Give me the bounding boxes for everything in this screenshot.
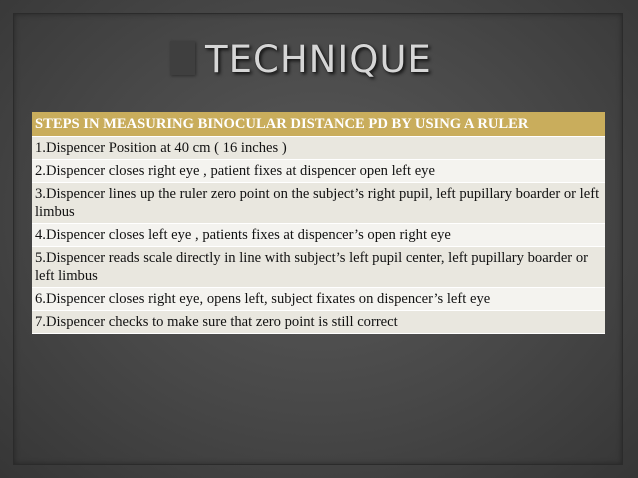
table-row — [32, 288, 605, 311]
slide-title: TECHNIQUE — [205, 38, 432, 81]
table-row — [32, 160, 605, 183]
table-header-row — [32, 112, 605, 137]
table-row — [32, 247, 605, 288]
table-row — [32, 311, 605, 334]
table-row — [32, 137, 605, 160]
table-header-cell: STEPS IN MEASURING BINOCULAR DISTANCE PD BY USING A RULER — [32, 112, 605, 137]
step-cell-6: 6.Dispencer closes right eye, opens left, subject fixates on dispencer’s left eye — [32, 288, 605, 311]
step-cell-4: 4.Dispencer closes left eye , patients fixes at dispencer’s open right eye — [32, 224, 605, 247]
table-row — [32, 183, 605, 224]
step-cell-5: 5.Dispencer reads scale directly in line with subject’s left pupil center, left pupillary boarder or left limbus — [32, 247, 605, 288]
title-accent-block — [170, 41, 195, 75]
step-cell-7: 7.Dispencer checks to make sure that zero point is still correct — [32, 311, 605, 334]
step-cell-3: 3.Dispencer lines up the ruler zero point on the subject’s right pupil, left pupillary boarder or left limbus — [32, 183, 605, 224]
table-row — [32, 224, 605, 247]
step-cell-2: 2.Dispencer closes right eye , patient fixes at dispencer open left eye — [32, 160, 605, 183]
step-cell-1: 1.Dispencer Position at 40 cm ( 16 inches ) — [32, 137, 605, 160]
steps-table — [32, 112, 605, 334]
